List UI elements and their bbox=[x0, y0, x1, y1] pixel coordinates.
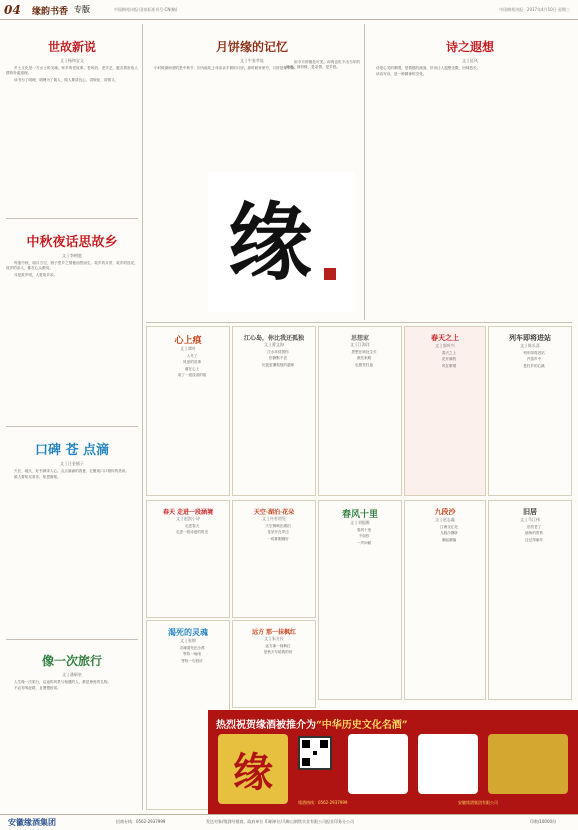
poem-byline: 文 | 郭叶兴 bbox=[435, 343, 455, 348]
poem-body: 春风十里 不如你 一声问候 bbox=[356, 528, 372, 545]
advertisement-banner[interactable] bbox=[208, 710, 578, 814]
wine-bottle-icon bbox=[348, 734, 408, 794]
poem-title: 思想家 bbox=[350, 335, 369, 342]
poem-byline: 文 | 谭叶 bbox=[180, 346, 196, 351]
poem-title: 江心岛，你比我还孤独 bbox=[243, 335, 304, 342]
article-body: 乡土文化是一方水土的灵魂，家乡的老故事、老风俗、老手艺，蕴含着世故人情的朴素道理。 读书为了明理，明理为了做人，做人要讲良心、讲规矩、讲情义。 bbox=[6, 66, 138, 82]
poem-card bbox=[488, 326, 572, 496]
article-byline: 文 | 杨和宝文 bbox=[60, 58, 84, 63]
article-title: 诗之遐想 bbox=[445, 40, 494, 54]
poem-title: 天空·湖泊·花朵 bbox=[253, 509, 295, 516]
article-body: 诗是心灵的歌唱，是情感的流淌。好诗让人遐想无限，回味悠长。 读诗写诗，是一种精神的享受。 bbox=[376, 66, 481, 77]
article-body: 天长、地久，好书润泽人心。点点滴滴的善意，汇聚成口口相传的美谈。 做人要知足常乐，知恩图报。 bbox=[14, 469, 129, 480]
article-byline: 文 | 潘硕泉 bbox=[62, 672, 82, 677]
article-body-side: 如今月饼随处可见，却再也吃不出当年的味道。那份缘，是亲情，是乡愁。 bbox=[286, 60, 360, 70]
article-title: 中秋夜话思故乡 bbox=[26, 235, 118, 250]
calligraphy-character: 缘 bbox=[227, 193, 313, 292]
poem-byline: 文 | 曹文海 bbox=[264, 342, 284, 347]
poem-title: 列车即将进站 bbox=[509, 333, 551, 342]
poem-title: 春天 走进一段涵境 bbox=[162, 509, 214, 516]
ad-headline: 热烈祝贺缘酒被推介为“中华历史文化名酒” bbox=[216, 720, 408, 731]
poem-card bbox=[232, 500, 316, 618]
poem-card bbox=[232, 326, 316, 496]
poem-card bbox=[146, 500, 230, 618]
divider bbox=[6, 426, 138, 427]
poem-card bbox=[146, 326, 230, 496]
poem-body: 旧居老了 墙角的青苔 还记得童年 bbox=[525, 525, 543, 542]
column-rule bbox=[364, 24, 365, 320]
article-byline: 文 | 征风 bbox=[462, 58, 478, 63]
article-body: 人生像一次旅行，沿途的风景与相遇的人，都是珍贵的礼物。 不必匆匆赶路，且慢慢欣赏。 bbox=[14, 680, 112, 691]
poem-body: 江水环绕着你 你静默不语 比我更懂孤独的滋味 bbox=[261, 350, 295, 367]
poem-byline: 文 | 赵凯小诗 bbox=[176, 516, 200, 521]
article-body-continued bbox=[146, 312, 358, 320]
article-title: 世故新说 bbox=[47, 40, 96, 54]
wine-bottle-icon bbox=[418, 734, 478, 794]
article-body: 小时候最盼望的是中秋节，因为能吃上母亲亲手做的月饼。那时候家里穷，月饼是稀罕物。 bbox=[154, 66, 298, 70]
poem-body: 灵魂渴死在沙漠 等待一场雨 等待一句回应 bbox=[179, 646, 205, 663]
poem-card bbox=[232, 620, 316, 708]
article-title: 口碑 苍 点滴 bbox=[34, 443, 110, 458]
qr-code-icon bbox=[298, 736, 332, 770]
poem-body: 远方那一抹枫红 是秋天写给我的信 bbox=[263, 644, 293, 655]
footer-info: 发送对象/缘酒经销商、政府单位 印刷单位/马鞍山钢铁实业有限公司报业印务分公司 bbox=[206, 819, 354, 824]
poem-card bbox=[404, 500, 486, 700]
poem-byline: 文 | 刘振维 bbox=[350, 520, 370, 525]
article-byline: 文 | 牛张孝娃 bbox=[240, 58, 264, 63]
divider bbox=[146, 322, 572, 323]
poem-title: 远方 那一抹枫红 bbox=[251, 629, 297, 636]
poem-body: 思想在暗处生长 照亮来路 也照亮归途 bbox=[351, 350, 377, 367]
footer-phone: 招商专线：0562-2937999 bbox=[116, 819, 166, 824]
poem-body: 走进春天 走进一段诗意的时光 bbox=[175, 524, 209, 535]
divider bbox=[6, 218, 138, 219]
ad-phone: 缘酒热线：0562-2937999 bbox=[298, 800, 348, 805]
poem-card bbox=[318, 500, 402, 700]
poem-title: 九段沙 bbox=[434, 507, 456, 516]
page-footer bbox=[0, 814, 578, 826]
right-column bbox=[368, 24, 572, 320]
poem-card bbox=[488, 500, 572, 700]
product-box-icon bbox=[488, 734, 568, 794]
poem-title: 春天之上 bbox=[431, 333, 459, 342]
poem-card bbox=[318, 326, 402, 496]
poem-card bbox=[404, 326, 486, 496]
poem-byline: 文 | 马江伟 bbox=[520, 517, 540, 522]
page-number: 04 bbox=[4, 3, 21, 17]
footer-count: 印数/10000份 bbox=[530, 819, 557, 824]
article-byline: 文 | 李树庭 bbox=[62, 253, 82, 258]
section-title: 缘韵书香 bbox=[32, 7, 69, 17]
poem-body: 列车即将进站 汽笛声中 是归乡的心跳 bbox=[523, 351, 545, 368]
poem-byline: 文 | 赵志鑫 bbox=[435, 517, 455, 522]
article-title: 月饼缘的记忆 bbox=[215, 40, 288, 54]
article-byline: 文 | 汪金铺子 bbox=[60, 461, 84, 466]
poem-body: 江海交汇处 九段沙静卧 潮起潮落 bbox=[440, 525, 458, 542]
poem-byline: 文 | 江海洋 bbox=[350, 342, 370, 347]
page-header bbox=[0, 0, 578, 20]
poem-title: 渴死的灵魂 bbox=[168, 627, 208, 637]
column-rule bbox=[142, 24, 143, 810]
divider bbox=[6, 639, 138, 640]
poem-byline: 文 | 张锦 bbox=[180, 638, 196, 643]
poem-body: 春天之上 花开满枝 风在歌唱 bbox=[441, 351, 457, 368]
poem-body: 入冬了 风里的旧事 落在心上 成了一道浅浅的痕 bbox=[177, 354, 207, 378]
poem-byline: 文 | 丹若初见 bbox=[262, 516, 286, 521]
header-date: 中国梅苑诗报 · 2017年4月10日 星期三 bbox=[499, 7, 570, 12]
left-column bbox=[6, 24, 138, 810]
logo-icon: 缘 bbox=[218, 734, 288, 804]
poem-body: 天空倒映在湖泊 花朵开在岸边 一切都刚刚好 bbox=[265, 524, 291, 541]
column-title: 专版 bbox=[74, 5, 90, 14]
poem-byline: 文 | 朱方民 bbox=[264, 636, 284, 641]
header-info: 中国梅苑诗报·国家标准刊号·CN(略) bbox=[114, 7, 178, 12]
footer-brand: 安徽缘酒集团 bbox=[8, 818, 56, 827]
poem-title: 旧居 bbox=[523, 507, 537, 516]
article-body: 每逢中秋，明月当空，游子思乡之情便油然而生。故乡的月饼，故乡的桂花，故乡的亲人，都在心头萦绕。 月是故乡明，人是故乡亲。 bbox=[6, 261, 138, 277]
ad-company: 安徽缘酒集团有限公司 bbox=[458, 800, 498, 805]
poem-title: 春风十里 bbox=[341, 510, 378, 520]
article-title: 像一次旅行 bbox=[41, 654, 102, 668]
poem-title: 心上痕 bbox=[174, 336, 202, 346]
poem-byline: 文 | 陈长喜 bbox=[520, 343, 540, 348]
